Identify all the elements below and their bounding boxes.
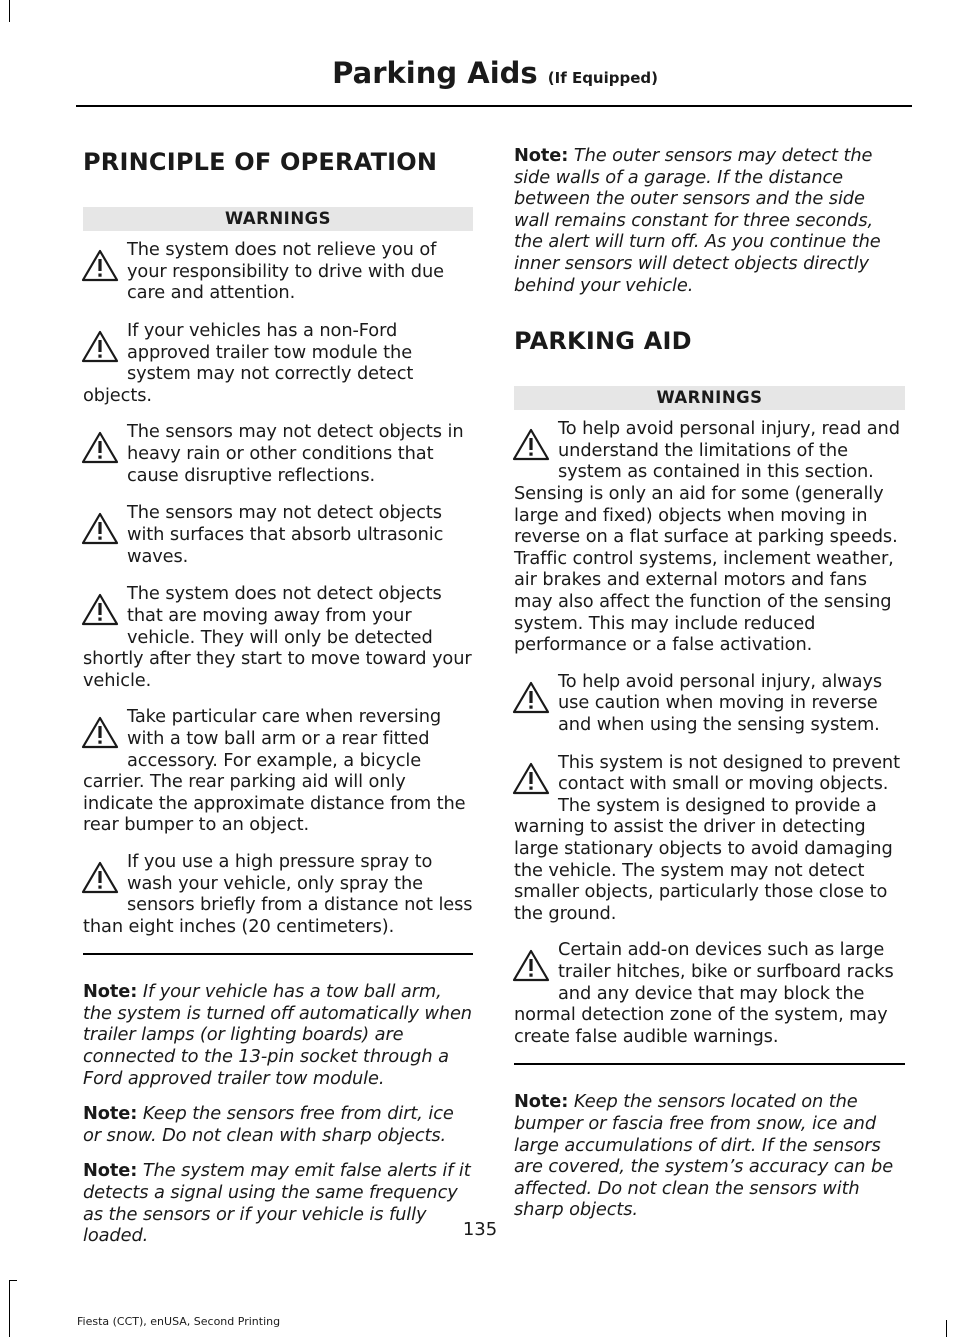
warning-triangle-icon xyxy=(81,320,126,368)
note xyxy=(83,1103,473,1146)
note-label: Note: xyxy=(514,1091,569,1113)
section-heading: PRINCIPLE OF OPERATION xyxy=(83,148,438,176)
warning-text: To help avoid personal injury, always use caution when moving in reverse and when using the sensing system. xyxy=(558,670,882,735)
warning-item xyxy=(83,706,473,836)
warning-item xyxy=(83,502,473,568)
warning-triangle-icon xyxy=(81,851,126,899)
page-header-title xyxy=(332,56,658,90)
warning-triangle-icon xyxy=(81,706,126,754)
warning-triangle-icon xyxy=(512,752,557,800)
note-label: Note: xyxy=(83,1103,138,1125)
warning-triangle-icon xyxy=(512,671,557,719)
page-number: 135 xyxy=(462,1219,498,1240)
note-text: The system may emit false alerts if it detects a signal using the same frequency as the sensors or if your vehicle is fully loaded. xyxy=(83,1160,471,1247)
warning-text: The system does not detect objects that are moving away from your vehicle. They will only be detected shortly after they start to move toward your vehicle. xyxy=(83,583,472,691)
crop-mark xyxy=(946,1320,947,1337)
divider xyxy=(514,1063,905,1065)
note-label: Note: xyxy=(514,145,569,166)
warning-item xyxy=(514,939,905,1047)
warning-triangle-icon xyxy=(81,239,126,287)
warning-text: The sensors may not detect objects with surfaces that absorb ultrasonic waves. xyxy=(127,502,444,567)
header-subtitle-text: (If Equipped) xyxy=(547,69,658,87)
header-divider xyxy=(76,105,912,107)
warning-triangle-icon xyxy=(81,583,126,631)
divider xyxy=(83,953,473,955)
warning-triangle-icon xyxy=(512,418,557,466)
crop-mark xyxy=(9,1280,17,1281)
note-label: Note: xyxy=(83,981,138,1003)
footer-text: Fiesta (CCT), enUSA, Second Printing xyxy=(77,1315,281,1328)
section-heading: PARKING AID xyxy=(514,327,692,356)
warning-item xyxy=(83,851,473,937)
note-text: If your vehicle has a tow ball arm, the system is turned off automatically when trailer lamps (or lighting boards) are connected to the 13-pin socket through a Ford approved trailer tow module. xyxy=(83,981,472,1089)
warning-text: If you use a high pressure spray to wash your vehicle, only spray the sensors briefly from a distance not less than eight inches (20 centimeters). xyxy=(83,850,473,937)
warning-list xyxy=(514,418,905,1047)
notes-list xyxy=(83,981,473,1247)
warning-triangle-icon xyxy=(512,939,557,987)
warning-text: Take particular care when reversing with a tow ball arm or a rear fitted accessory. For example, a bicycle carrier. The rear parking aid will only indicate the approximate distance from the rear bumper to an object. xyxy=(83,706,466,836)
warning-item xyxy=(83,320,473,406)
note xyxy=(83,981,473,1089)
warning-text: Certain add-on devices such as large trailer hitches, bike or surfboard racks and any device that may block the normal detection zone of the system, may create false audible warnings. xyxy=(514,939,894,1047)
warning-item xyxy=(514,752,905,925)
warnings-banner: WARNINGS xyxy=(514,386,905,410)
warning-triangle-icon xyxy=(81,421,126,469)
warning-item xyxy=(514,671,905,737)
warning-item xyxy=(514,418,905,656)
note-text: The outer sensors may detect the side walls of a garage. If the distance between the outer sensors and the side wall remains constant for three seconds, the alert will turn off. As you continue the inner sensors will detect objects directly behind your vehicle. xyxy=(514,145,881,296)
left-column xyxy=(83,145,473,1261)
warning-triangle-icon xyxy=(81,502,126,550)
crop-mark xyxy=(9,1280,10,1337)
note xyxy=(514,145,905,296)
warning-item xyxy=(83,583,473,691)
warning-text: The system does not relieve you of your responsibility to drive with due care and attention. xyxy=(127,239,444,304)
note-label: Note: xyxy=(83,1160,138,1182)
warning-text: This system is not designed to prevent contact with small or moving objects. The system is designed to provide a warning to assist the driver in detecting large stationary objects to avoid damaging the vehicle. The system may not detect smaller objects, particularly those close to the ground. xyxy=(514,751,900,924)
warning-text: If your vehicles has a non-Ford approved trailer tow module the system may not correctly detect objects. xyxy=(83,320,414,406)
header-title-text: Parking Aids xyxy=(332,56,538,90)
right-column xyxy=(514,145,905,1235)
note-text: Keep the sensors free from dirt, ice or snow. Do not clean with sharp objects. xyxy=(83,1103,454,1146)
warning-text: To help avoid personal injury, read and understand the limitations of the system as contained in this section. Sensing is only an aid for some (generally large and fixed) objects when moving in reverse on a flat surface at parking speeds. Traffic control systems, inclement weather, air brakes and external motors and fans may also affect the function of the sensing system. This may include reduced performance or a false activation. xyxy=(514,418,900,656)
warning-list xyxy=(83,239,473,937)
note xyxy=(514,1091,905,1221)
warning-item xyxy=(83,421,473,487)
crop-mark xyxy=(9,0,10,22)
note-text: Keep the sensors located on the bumper or fascia free from snow, ice and large accumulations of dirt. If the sensors are covered, the system’s accuracy can be affected. Do not clean the sensors with sharp objects. xyxy=(514,1091,894,1221)
warning-text: The sensors may not detect objects in heavy rain or other conditions that cause disruptive reflections. xyxy=(127,421,464,486)
warning-item xyxy=(83,239,473,305)
warnings-banner: WARNINGS xyxy=(83,207,473,231)
